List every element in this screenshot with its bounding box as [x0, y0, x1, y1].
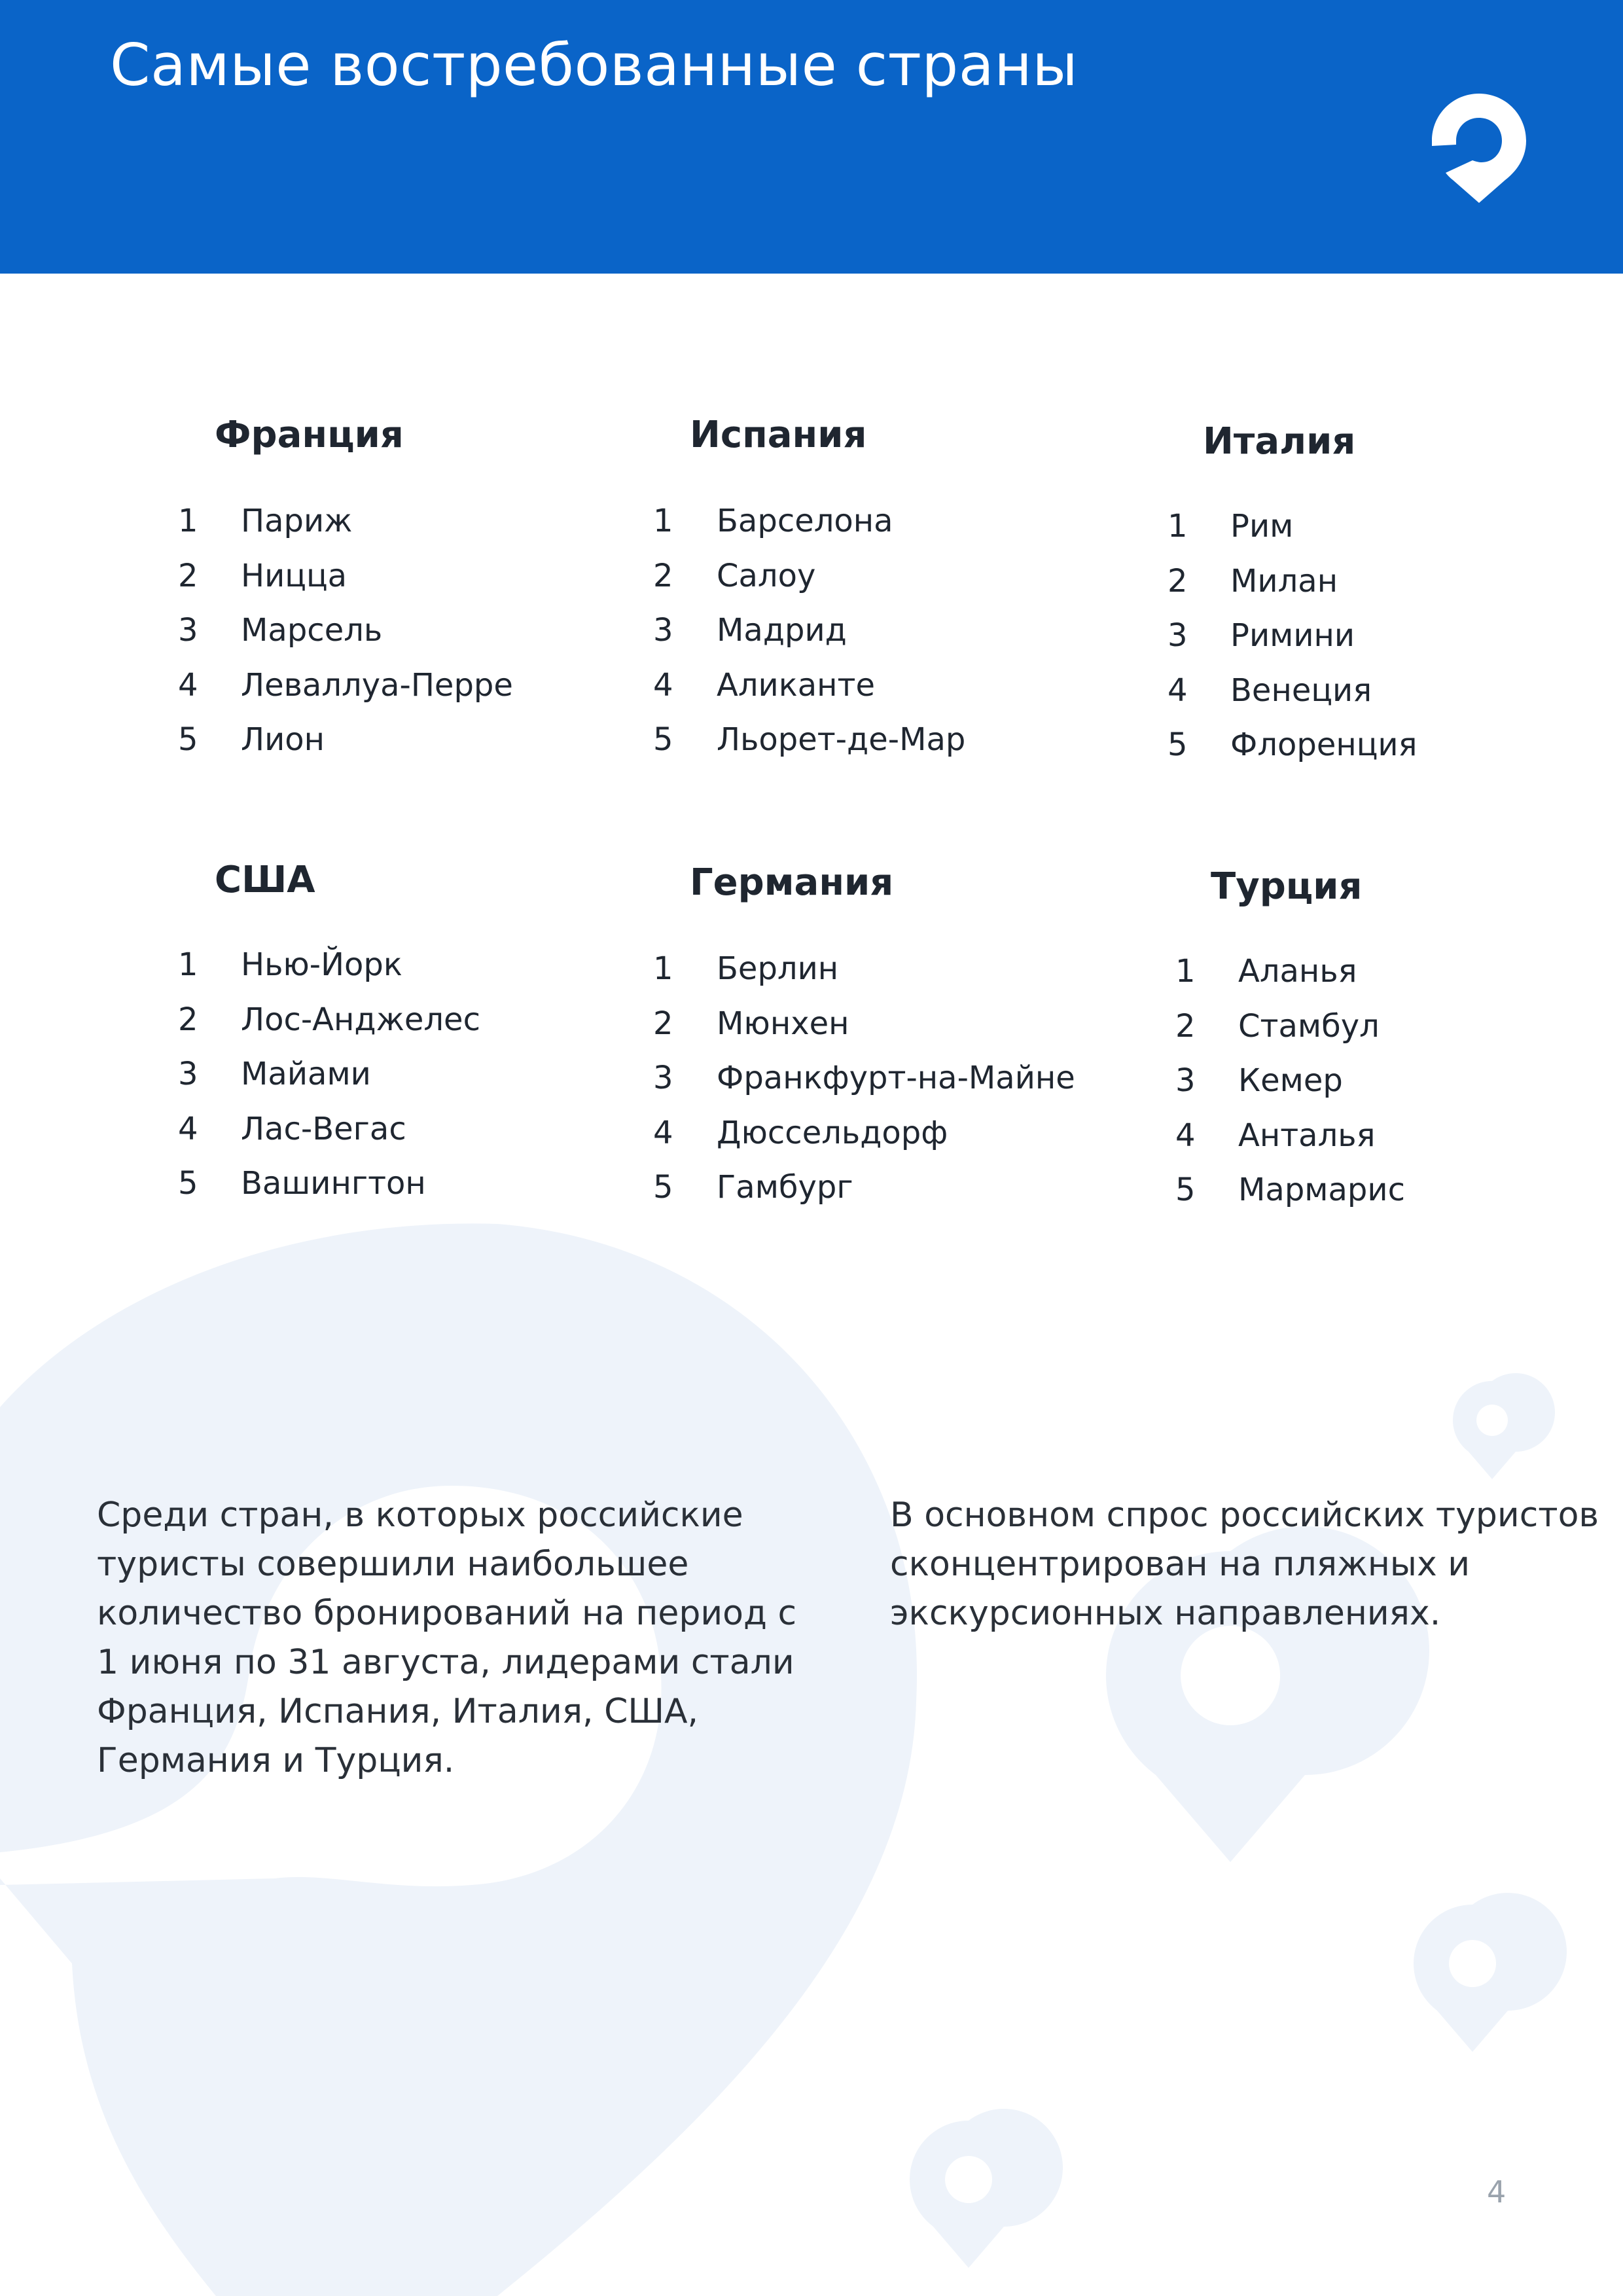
city-name: Рим — [1230, 508, 1294, 545]
city-name: Аланья — [1238, 953, 1357, 990]
text-line: количество бронирований на период с — [97, 1594, 797, 1633]
text-line: Среди стран, в которых российские — [97, 1496, 743, 1535]
summary-paragraph-left — [97, 1491, 882, 1785]
city-rank: 2 — [178, 1001, 198, 1038]
city-name: Берлин — [717, 950, 839, 987]
city-rank: 4 — [178, 1110, 198, 1147]
city-name: Майами — [241, 1056, 371, 1092]
city-name: Флоренция — [1230, 726, 1418, 763]
city-rank: 4 — [178, 666, 198, 704]
text-line: экскурсионных направлениях. — [890, 1594, 1441, 1633]
city-rank: 5 — [1168, 726, 1188, 763]
city-rank: 5 — [1175, 1172, 1196, 1208]
text-line: Франция, Испания, Италия, США, — [97, 1692, 699, 1731]
city-rank: 1 — [653, 503, 673, 539]
country-title: Франция — [215, 414, 404, 456]
city-name: Милан — [1230, 562, 1338, 600]
city-name: Анталья — [1238, 1117, 1376, 1154]
city-rank: 3 — [1175, 1062, 1196, 1099]
city-name: Дюссельдорф — [717, 1114, 948, 1151]
city-name: Римини — [1230, 617, 1355, 654]
pin-decoration-right — [1414, 1893, 1567, 2052]
city-name: Лос-Анджелес — [241, 1001, 480, 1038]
city-name: Салоу — [717, 557, 816, 594]
text-line: 1 июня по 31 августа, лидерами стали — [97, 1643, 794, 1682]
city-rank: 3 — [178, 1056, 198, 1092]
city-rank: 3 — [653, 612, 673, 649]
city-rank: 5 — [653, 721, 673, 758]
city-name: Леваллуа-Перре — [241, 666, 513, 704]
city-name: Льорет-де-Мар — [717, 721, 966, 758]
city-rank: 2 — [653, 557, 673, 594]
page-number: 4 — [1487, 2174, 1507, 2210]
country-title: Германия — [690, 861, 894, 904]
city-rank: 4 — [653, 1114, 673, 1151]
city-name: Мармарис — [1238, 1172, 1405, 1208]
city-rank: 2 — [1168, 562, 1188, 600]
city-rank: 1 — [1168, 508, 1188, 545]
city-rank: 5 — [178, 1165, 198, 1202]
location-pin-icon — [1427, 88, 1531, 206]
city-name: Мюнхен — [717, 1005, 849, 1042]
city-rank: 5 — [178, 721, 198, 758]
city-name: Барселона — [717, 503, 893, 539]
city-rank: 5 — [653, 1169, 673, 1206]
city-rank: 1 — [1175, 953, 1196, 990]
city-name: Аликанте — [717, 666, 875, 704]
city-rank: 1 — [178, 946, 198, 983]
summary-paragraph-right — [890, 1491, 1616, 1638]
city-rank: 3 — [653, 1060, 673, 1096]
city-name: Вашингтон — [241, 1165, 426, 1202]
city-rank: 4 — [1175, 1117, 1196, 1154]
city-name: Ницца — [241, 557, 348, 594]
text-line: туристы совершили наибольшее — [97, 1545, 689, 1584]
city-rank: 2 — [1175, 1007, 1196, 1045]
city-rank: 4 — [653, 666, 673, 704]
country-title: Италия — [1203, 420, 1356, 463]
city-name: Кемер — [1238, 1062, 1343, 1099]
city-name: Марсель — [241, 612, 383, 649]
text-line: сконцентрирован на пляжных и — [890, 1545, 1471, 1584]
city-name: Париж — [241, 503, 353, 539]
city-name: Стамбул — [1238, 1007, 1380, 1045]
city-name: Венеция — [1230, 672, 1372, 709]
page-title: Самые востребованные страны — [110, 31, 1079, 99]
city-rank: 1 — [653, 950, 673, 987]
country-title: США — [215, 859, 315, 901]
city-rank: 2 — [653, 1005, 673, 1042]
city-name: Лас-Вегас — [241, 1110, 406, 1147]
pin-decoration-bottom — [910, 2109, 1063, 2268]
city-name: Нью-Йорк — [241, 946, 402, 983]
country-title: Турция — [1211, 865, 1363, 908]
pin-decoration-small-top — [1453, 1373, 1555, 1479]
text-line: В основном спрос российских туристов — [890, 1496, 1599, 1535]
city-name: Гамбург — [717, 1169, 853, 1206]
city-rank: 3 — [1168, 617, 1188, 654]
header-bar — [0, 0, 1623, 274]
country-title: Испания — [690, 414, 867, 456]
city-name: Франкфурт-на-Майне — [717, 1060, 1075, 1096]
city-rank: 1 — [178, 503, 198, 539]
city-rank: 2 — [178, 557, 198, 594]
city-rank: 4 — [1168, 672, 1188, 709]
city-rank: 3 — [178, 612, 198, 649]
text-line: Германия и Турция. — [97, 1741, 455, 1780]
city-name: Мадрид — [717, 612, 847, 649]
city-name: Лион — [241, 721, 325, 758]
